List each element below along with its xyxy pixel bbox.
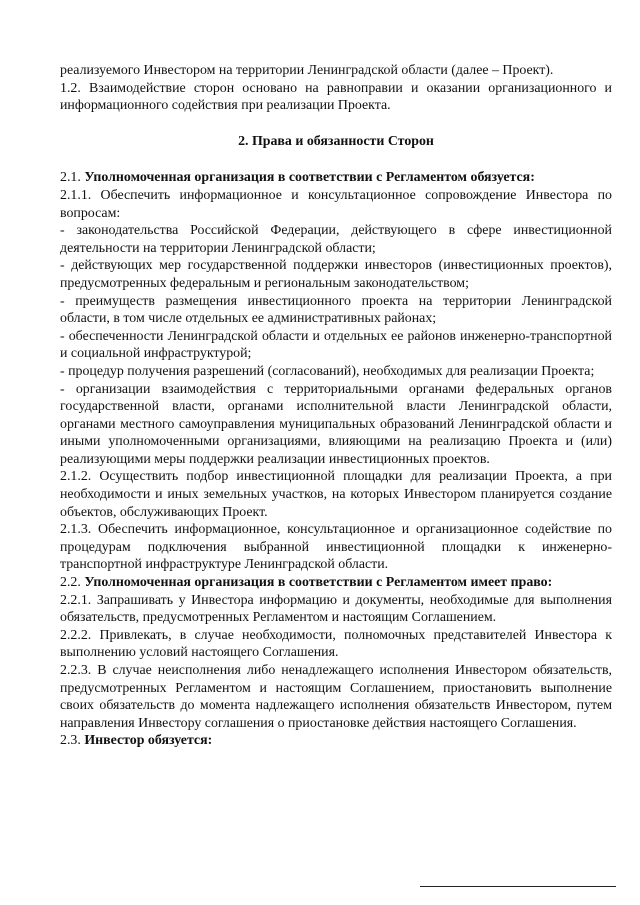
section-heading: 2. Права и обязанности Сторон [238,133,434,149]
clause-number: 2.1. [60,170,85,186]
list-item-interaction: - организации взаимодействия с территориальными органами федеральных органов государственной власти, органами исполнительной власти Ленинградской области, органами местного самоуправления муниципальных образований Ленинградской области и иными уполномоченными организациями, влияющими на реализацию Проекта и (или) реализующими меры поддержки реализации инвестиционных проектов. [60,381,612,467]
list-item-infrastructure: - обеспеченности Ленинградской области и отдельных ее районов инженерно-транспортной и социальной инфраструктурой; [60,328,612,362]
paragraph-1-2: 1.2. Взаимодействие сторон основано на равноправии и оказании организационного и информационного содействия при реализации Проекта. [60,80,612,114]
paragraph-2-1-2: 2.1.2. Осуществить подбор инвестиционной площадки для реализации Проекта, а при необходимости и иных земельных участков, на которых Инвестором планируется создание объектов, обслуживающих Проект. [60,469,612,520]
paragraph-2-2 [60,574,612,592]
paragraph-2-2-2: 2.2.2. Привлекать, в случае необходимости, полномочных представителей Инвестора к выполнению условий настоящего Соглашения. [60,627,612,661]
footer-rule [420,886,616,887]
paragraph-project-definition: реализуемого Инвестором на территории Ленинградской области (далее – Проект). [60,63,554,78]
paragraph-2-3 [60,732,612,750]
paragraph-2-2-1: 2.2.1. Запрашивать у Инвестора информацию и документы, необходимые для выполнения обязательств, предусмотренных Регламентом и настоящим Соглашением. [60,592,612,626]
clause-number: 2.3. [60,733,85,749]
document-body [60,62,612,750]
list-item-advantages: - преимуществ размещения инвестиционного проекта на территории Ленинградской области, в том числе отдельных ее административных районах; [60,293,612,327]
paragraph-2-1 [60,169,612,187]
paragraph-2-2-3: 2.2.3. В случае неисполнения либо ненадлежащего исполнения Инвестором обязательств, предусмотренных Регламентом и настоящим Соглашением, приостановить выполнение своих обязательств до момента надлежащего исполнения обязательств Инвестором, путем направления Инвестору соглашения о приостановке действия настоящего Соглашения. [60,663,612,731]
paragraph-2-1-3: 2.1.3. Обеспечить информационное, консультационное и организационное содействие по процедурам подключения выбранной инвестиционной площадки к инженерно-транспортной инфраструктуре Ленинградской области. [60,522,612,573]
paragraph-2-1-1: 2.1.1. Обеспечить информационное и консультационное сопровождение Инвестора по вопросам: [60,187,612,221]
clause-number: 2.2. [60,575,85,591]
clause-title: Уполномоченная организация в соответствии с Регламентом обязуется: [84,170,535,186]
list-item-support-measures: - действующих мер государственной поддержки инвесторов (инвестиционных проектов), предусмотренных федеральным и региональным законодательством; [60,258,612,291]
list-item-legislation: - законодательства Российской Федерации, действующего в сфере инвестиционной деятельности на территории Ленинградской области; [60,223,612,256]
list-item-permits: - процедур получения разрешений (согласований), необходимых для реализации Проекта; [60,363,595,379]
clause-title: Уполномоченная организация в соответствии с Регламентом имеет право: [84,575,553,591]
clause-title: Инвестор обязуется: [84,733,213,749]
